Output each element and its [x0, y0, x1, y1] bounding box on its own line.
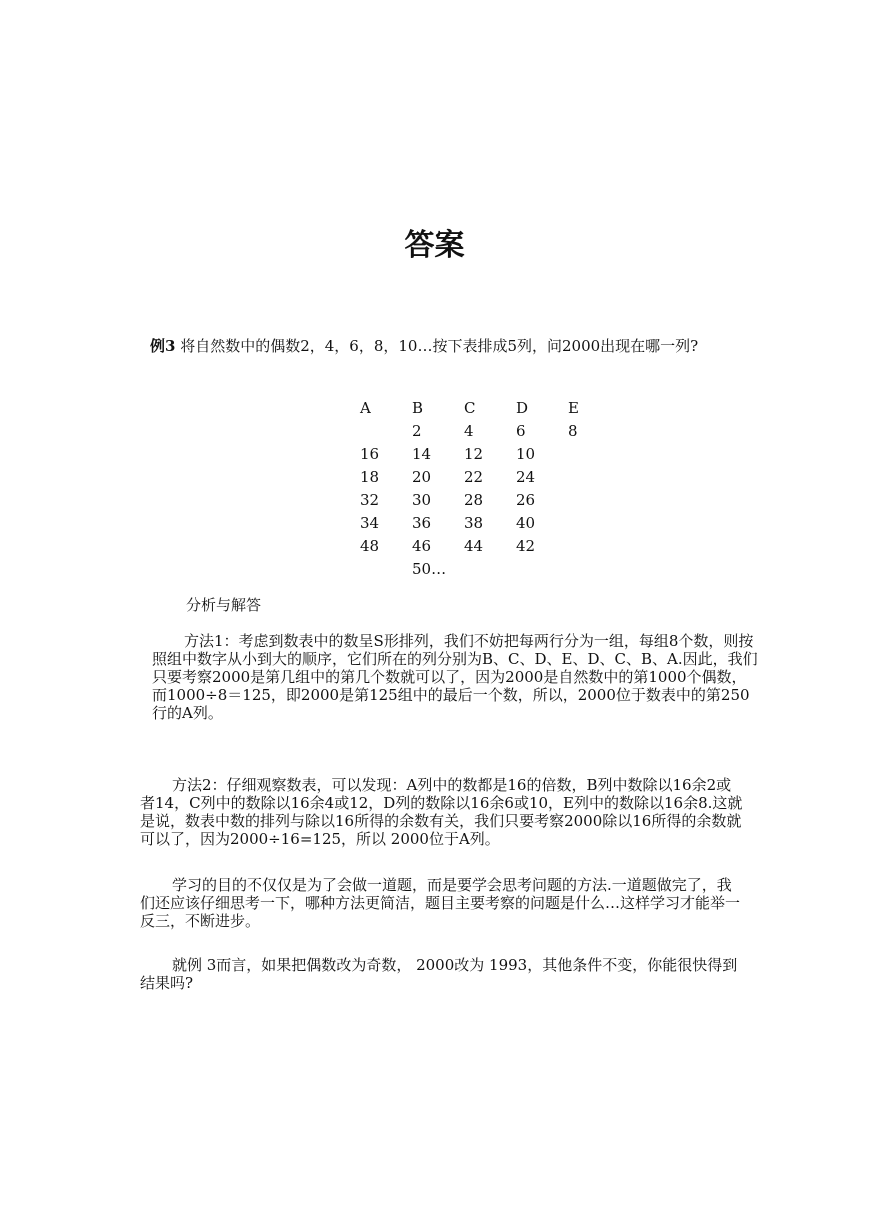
table-cell: 16 [360, 444, 380, 463]
reflection-paragraph [140, 876, 746, 930]
table-cell [560, 465, 612, 488]
table-cell [456, 557, 508, 580]
table-cell: 2 [412, 421, 422, 440]
table-header-row [352, 396, 612, 419]
table-cell: 50… [412, 559, 447, 578]
table-cell: 24 [516, 467, 536, 486]
analysis-heading: 分析与解答 [186, 596, 262, 614]
table-row [352, 511, 612, 534]
table-cell: 14 [412, 444, 432, 463]
method-2-paragraph [140, 776, 746, 848]
extension-paragraph [140, 956, 746, 992]
table-cell: 12 [464, 444, 484, 463]
table-cell: 46 [412, 536, 432, 555]
table-row [352, 419, 612, 442]
example-problem [150, 337, 762, 355]
column-header: D [516, 398, 529, 417]
column-header: A [360, 398, 371, 417]
table-cell: 22 [464, 467, 484, 486]
method-2-text: 方法2：仔细观察数表，可以发现：A列中的数都是16的倍数，B列中数除以16余2或者14，C列中的数除以16余4或12，D列的数除以16余6或10，E列中的数除以16余8.这就是说，数表中数的排列与除以16所得的余数有关，我们只要考察2000除以16所得的余数就可以了，因为2000÷16=125，所以 2000位于A列。 [140, 776, 743, 848]
table-row [352, 442, 612, 465]
page-title: 答案 [404, 228, 465, 263]
table-row [352, 488, 612, 511]
table-cell: 10 [516, 444, 536, 463]
method-1-text: 方法1：考虑到数表中的数呈S形排列，我们不妨把每两行分为一组，每组8个数，则按照组中数字从小到大的顺序，它们所在的列分别为B、C、D、E、D、C、B、A.因此，我们只要考察2000是第几组中的第几个数就可以了，因为2000是自然数中的第1000个偶数，而1000÷8＝125，即2000是第125组中的最后一个数，所以，2000位于数表中的第250行的A列。 [152, 632, 758, 722]
table-row [352, 557, 612, 580]
example-label: 例3 [150, 337, 176, 355]
table-cell: 26 [516, 490, 536, 509]
table-cell: 30 [412, 490, 432, 509]
extension-text: 就例 3而言，如果把偶数改为奇数， 2000改为 1993，其他条件不变，你能很快得到结果吗? [140, 956, 738, 992]
column-header: E [568, 398, 579, 417]
table-cell: 48 [360, 536, 380, 555]
table-cell [560, 511, 612, 534]
table-cell [560, 442, 612, 465]
table-cell: 4 [464, 421, 474, 440]
method-1-paragraph [152, 632, 760, 722]
table-cell [560, 488, 612, 511]
column-header: B [412, 398, 424, 417]
table-row [352, 534, 612, 557]
table-cell: 34 [360, 513, 380, 532]
table-cell: 42 [516, 536, 536, 555]
table-cell: 6 [516, 421, 526, 440]
table-cell: 20 [412, 467, 432, 486]
table-cell: 8 [568, 421, 578, 440]
table-cell: 32 [360, 490, 380, 509]
column-header: C [464, 398, 476, 417]
table-cell: 38 [464, 513, 484, 532]
table-cell [560, 534, 612, 557]
table-cell: 44 [464, 536, 484, 555]
table-cell [508, 557, 560, 580]
example-text: 将自然数中的偶数2，4，6，8，10…按下表排成5列，问2000出现在哪一列? [175, 337, 699, 355]
table-cell [560, 557, 612, 580]
table-cell: 28 [464, 490, 484, 509]
table-cell [352, 557, 404, 580]
table-cell: 40 [516, 513, 536, 532]
number-table [352, 396, 612, 580]
table-cell: 18 [360, 467, 380, 486]
table-cell [352, 419, 404, 442]
reflection-text: 学习的目的不仅仅是为了会做一道题，而是要学会思考问题的方法.一道题做完了，我们还应该仔细思考一下，哪种方法更简洁，题目主要考察的问题是什么…这样学习才能举一反三，不断进步。 [140, 876, 741, 930]
table-row [352, 465, 612, 488]
table-cell: 36 [412, 513, 432, 532]
